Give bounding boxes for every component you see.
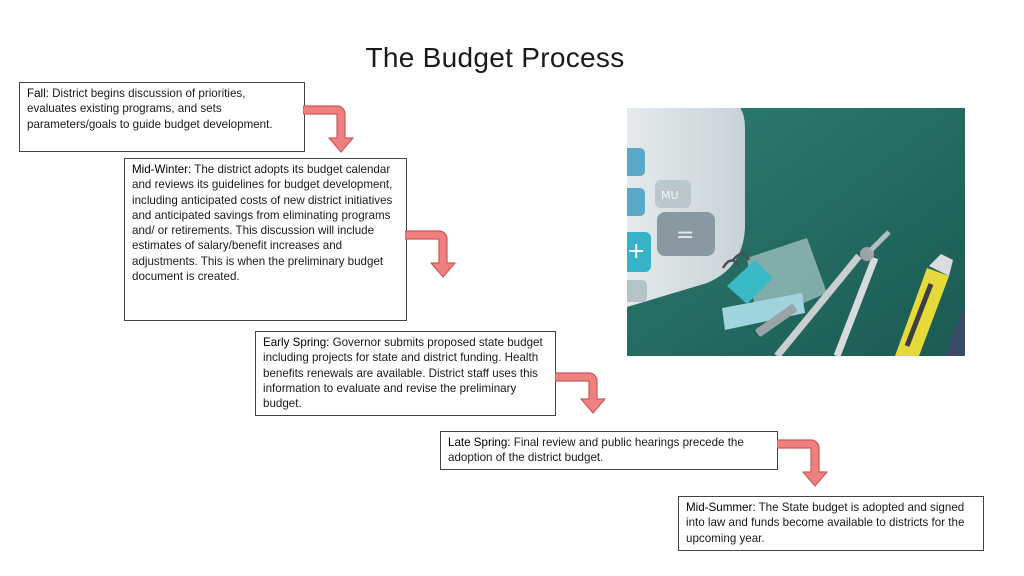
step-mid-summer-text: The State budget is adopted and signed into law and funds become available to districts for the upcoming year. xyxy=(686,501,965,545)
step-early-spring-text: Governor submits proposed state budget including projects for state and district funding. Health benefits renewals are available. District staff uses this information to evaluate and revise the preliminary budget. xyxy=(263,336,543,411)
step-mid-winter-text: The district adopts its budget calendar and reviews its guidelines for budget development, including anticipated costs of new district initiatives and anticipated savings from eliminating programs and/ or retirements. This discussion will include estimates of salary/benefit increases and adjustments. This is when the preliminary budget document is created. xyxy=(132,163,393,284)
arrow-early-to-late-spring xyxy=(555,371,615,415)
calculator-tools-photo xyxy=(627,108,965,356)
arrow-winter-to-early-spring xyxy=(405,229,465,279)
arrow-fall-to-winter xyxy=(303,104,363,154)
step-mid-winter-label: Mid-Winter: xyxy=(132,163,192,176)
slide-title: The Budget Process xyxy=(365,42,625,73)
svg-text:=: = xyxy=(676,223,695,248)
step-early-spring-box xyxy=(255,331,556,416)
step-fall-box xyxy=(19,82,305,152)
step-late-spring-box xyxy=(440,431,778,470)
step-mid-summer-label: Mid-Summer: xyxy=(686,501,756,514)
step-mid-winter-box xyxy=(124,158,407,321)
svg-text:+: + xyxy=(627,239,646,264)
step-fall-label: Fall: xyxy=(27,87,49,100)
svg-text:MU: MU xyxy=(661,189,679,202)
step-late-spring-label: Late Spring: xyxy=(448,436,511,449)
step-early-spring-label: Early Spring: xyxy=(263,336,330,349)
step-late-spring-text: Final review and public hearings precede the adoption of the district budget. xyxy=(448,436,744,465)
arrow-late-spring-to-summer xyxy=(777,438,837,488)
step-mid-summer-box xyxy=(678,496,984,551)
step-fall-text: District begins discussion of priorities, evaluates existing programs, and sets parameters/goals to guide budget development. xyxy=(27,87,273,131)
